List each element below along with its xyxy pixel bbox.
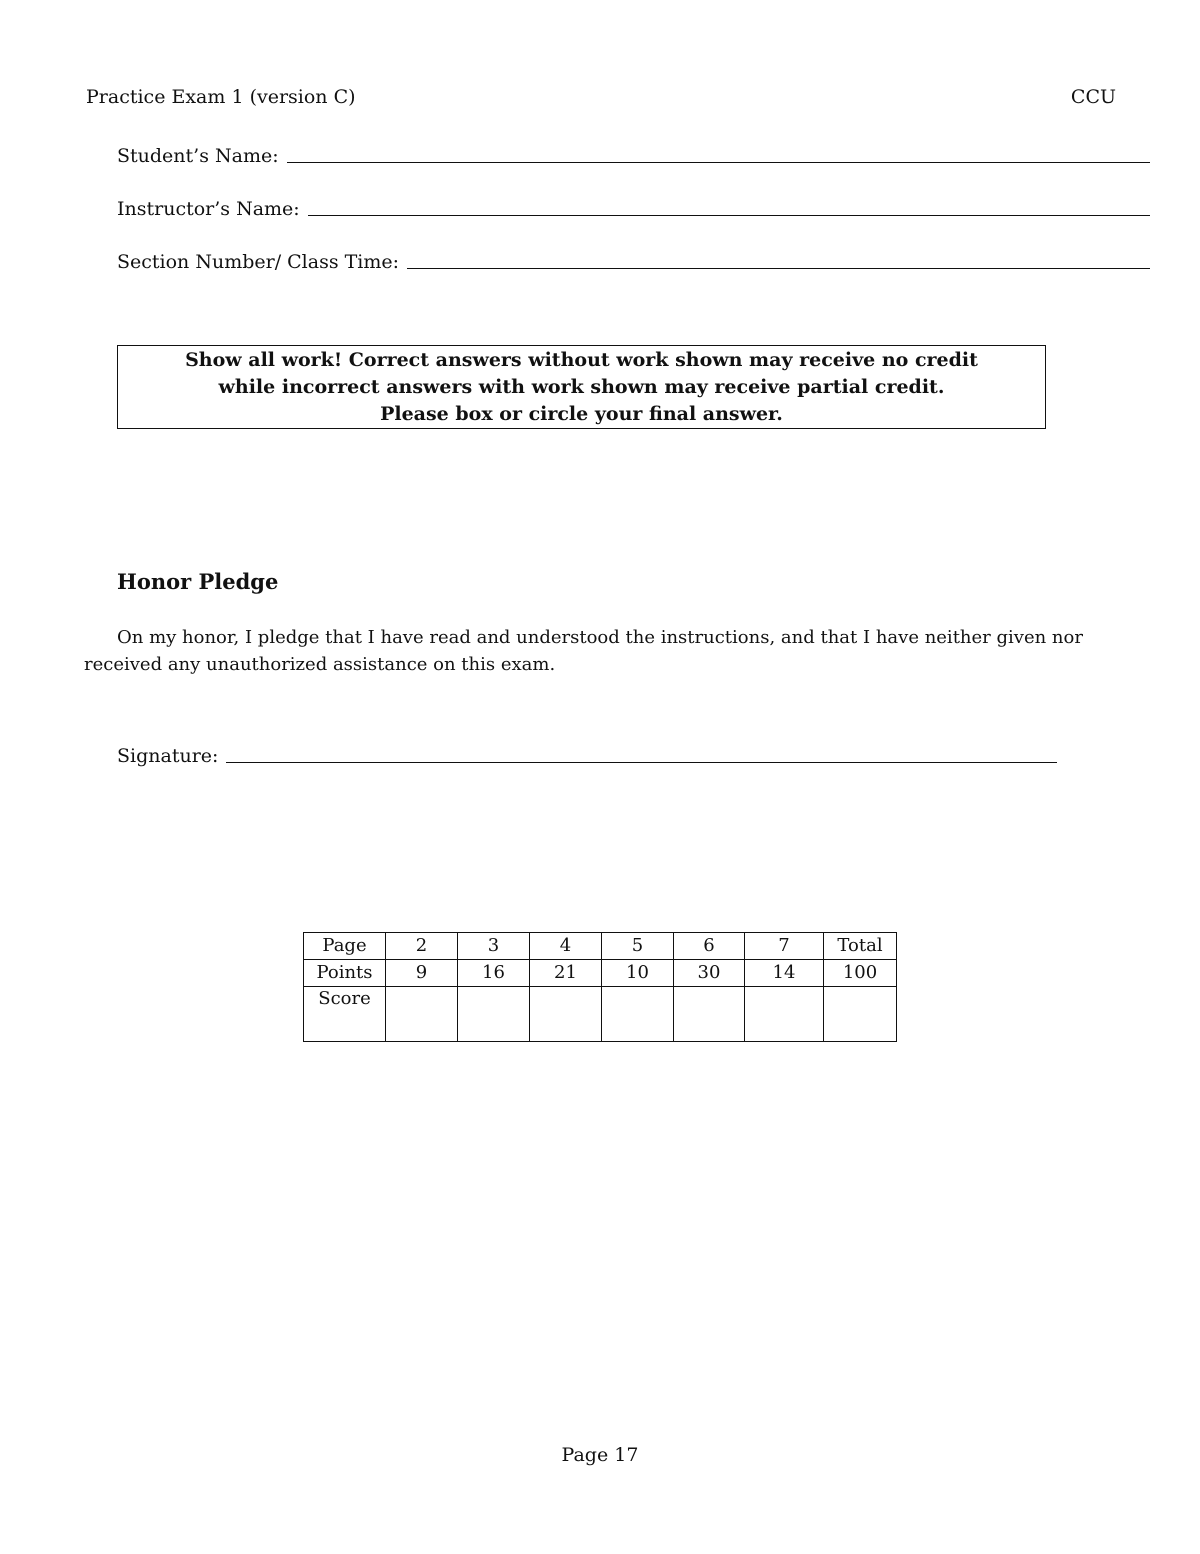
honor-pledge-text: On my honor, I pledge that I have read and understood the instructions, and that I have neither given nor received any unauthorized assistance on this exam. bbox=[84, 627, 1083, 675]
student-name-label: Student’s Name: bbox=[117, 145, 279, 167]
score-cell[interactable] bbox=[386, 987, 458, 1042]
table-cell: Score bbox=[304, 987, 386, 1042]
exam-title: Practice Exam 1 (version C) bbox=[86, 86, 356, 108]
score-cell[interactable] bbox=[824, 987, 897, 1042]
honor-pledge-heading: Honor Pledge bbox=[117, 569, 279, 594]
signature-field[interactable] bbox=[226, 761, 1057, 763]
table-cell: 3 bbox=[458, 933, 530, 960]
score-table bbox=[303, 932, 897, 1042]
score-cell[interactable] bbox=[745, 987, 824, 1042]
table-cell: 7 bbox=[745, 933, 824, 960]
instructions-line-1: Show all work! Correct answers without work shown may receive no credit bbox=[185, 349, 978, 371]
section-time-field[interactable] bbox=[407, 267, 1150, 269]
instructions-box bbox=[117, 345, 1046, 429]
table-cell: 4 bbox=[530, 933, 602, 960]
section-time-row bbox=[117, 251, 1150, 273]
instructor-name-label: Instructor’s Name: bbox=[117, 198, 300, 220]
table-cell: 14 bbox=[745, 960, 824, 987]
table-cell: 9 bbox=[386, 960, 458, 987]
table-row bbox=[304, 960, 897, 987]
institution-label: CCU bbox=[1070, 86, 1116, 108]
section-time-label: Section Number/ Class Time: bbox=[117, 251, 400, 273]
table-row bbox=[304, 933, 897, 960]
table-cell: 16 bbox=[458, 960, 530, 987]
table-cell: Page bbox=[304, 933, 386, 960]
table-cell: 10 bbox=[602, 960, 674, 987]
table-cell: 6 bbox=[674, 933, 745, 960]
table-cell: 21 bbox=[530, 960, 602, 987]
student-name-field[interactable] bbox=[287, 161, 1150, 163]
signature-label: Signature: bbox=[117, 745, 219, 767]
score-cell[interactable] bbox=[530, 987, 602, 1042]
table-cell: Total bbox=[824, 933, 897, 960]
table-cell: 100 bbox=[824, 960, 897, 987]
table-cell: 5 bbox=[602, 933, 674, 960]
instructor-name-row bbox=[117, 198, 1150, 220]
table-cell: Points bbox=[304, 960, 386, 987]
page-number: Page 17 bbox=[561, 1444, 639, 1466]
score-cell[interactable] bbox=[602, 987, 674, 1042]
instructions-line-2: while incorrect answers with work shown may receive partial credit. bbox=[218, 376, 945, 398]
instructions-line-3: Please box or circle your final answer. bbox=[380, 403, 783, 425]
table-cell: 30 bbox=[674, 960, 745, 987]
table-cell: 2 bbox=[386, 933, 458, 960]
score-cell[interactable] bbox=[458, 987, 530, 1042]
score-cell[interactable] bbox=[674, 987, 745, 1042]
student-name-row bbox=[117, 145, 1150, 167]
instructor-name-field[interactable] bbox=[308, 214, 1150, 216]
signature-row bbox=[117, 745, 1057, 767]
table-row bbox=[304, 987, 897, 1042]
